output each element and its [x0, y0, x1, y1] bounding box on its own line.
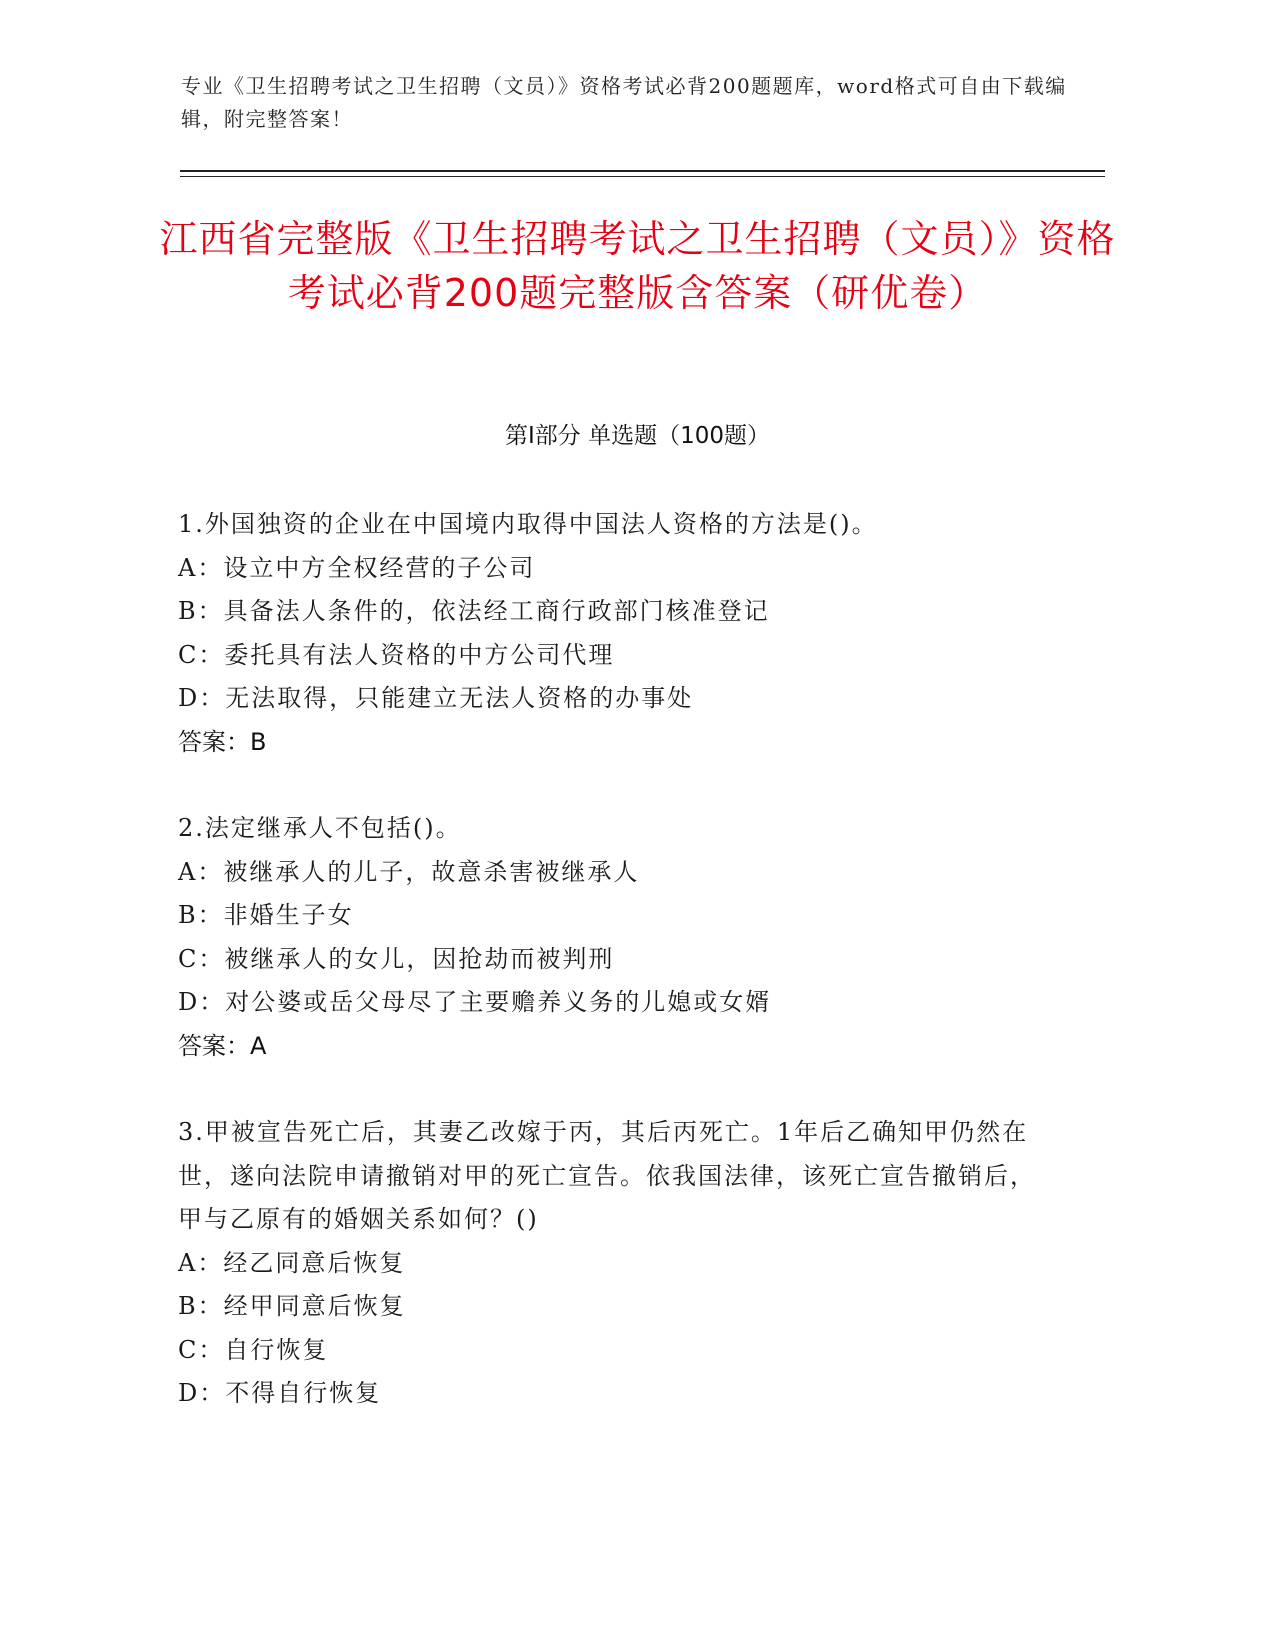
- option-b: B：非婚生子女: [178, 901, 354, 929]
- question-stem: 3.甲被宣告死亡后，其妻乙改嫁于丙，其后丙死亡。1年后乙确知甲仍然在世，遂向法院申请撤销对甲的死亡宣告。依我国法律，该死亡宣告撤销后，甲与乙原有的婚姻关系如何？(): [178, 1118, 1036, 1233]
- option-c: C：委托具有法人资格的中方公司代理: [178, 640, 615, 669]
- question-2: [178, 807, 1058, 1068]
- document-title: 江西省完整版《卫生招聘考试之卫生招聘（文员）》资格考试必背200题完整版含答案（研优卷）: [159, 217, 1116, 315]
- option-b: B：具备法人条件的，依法经工商行政部门核准登记: [178, 597, 770, 625]
- question-1: [178, 503, 1058, 764]
- section-title: 第I部分 单选题（100题）: [505, 423, 770, 449]
- header-divider-thick: [180, 170, 1105, 172]
- answer: 答案：A: [178, 1031, 267, 1060]
- option-d: D：不得自行恢复: [178, 1379, 382, 1407]
- question-list: [178, 503, 1058, 1459]
- option-c: C：被继承人的女儿，因抢劫而被判刑: [178, 944, 615, 973]
- option-a: A：设立中方全权经营的子公司: [178, 553, 536, 582]
- option-c: C：自行恢复: [178, 1335, 329, 1364]
- question-stem: 2.法定继承人不包括()。: [178, 814, 462, 842]
- question-stem: 1.外国独资的企业在中国境内取得中国法人资格的方法是()。: [178, 510, 878, 538]
- option-a: A：经乙同意后恢复: [178, 1248, 406, 1277]
- answer: 答案：B: [178, 727, 267, 756]
- header-divider-thin: [180, 176, 1105, 177]
- option-b: B：经甲同意后恢复: [178, 1292, 406, 1320]
- header-note: 专业《卫生招聘考试之卫生招聘（文员）》资格考试必背200题题库，word格式可自由下载编辑，附完整答案！: [181, 74, 1067, 131]
- question-3: [178, 1111, 1058, 1416]
- option-d: D：对公婆或岳父母尽了主要赡养义务的儿媳或女婿: [178, 988, 772, 1016]
- option-d: D：无法取得，只能建立无法人资格的办事处: [178, 684, 694, 712]
- option-a: A：被继承人的儿子，故意杀害被继承人: [178, 857, 640, 886]
